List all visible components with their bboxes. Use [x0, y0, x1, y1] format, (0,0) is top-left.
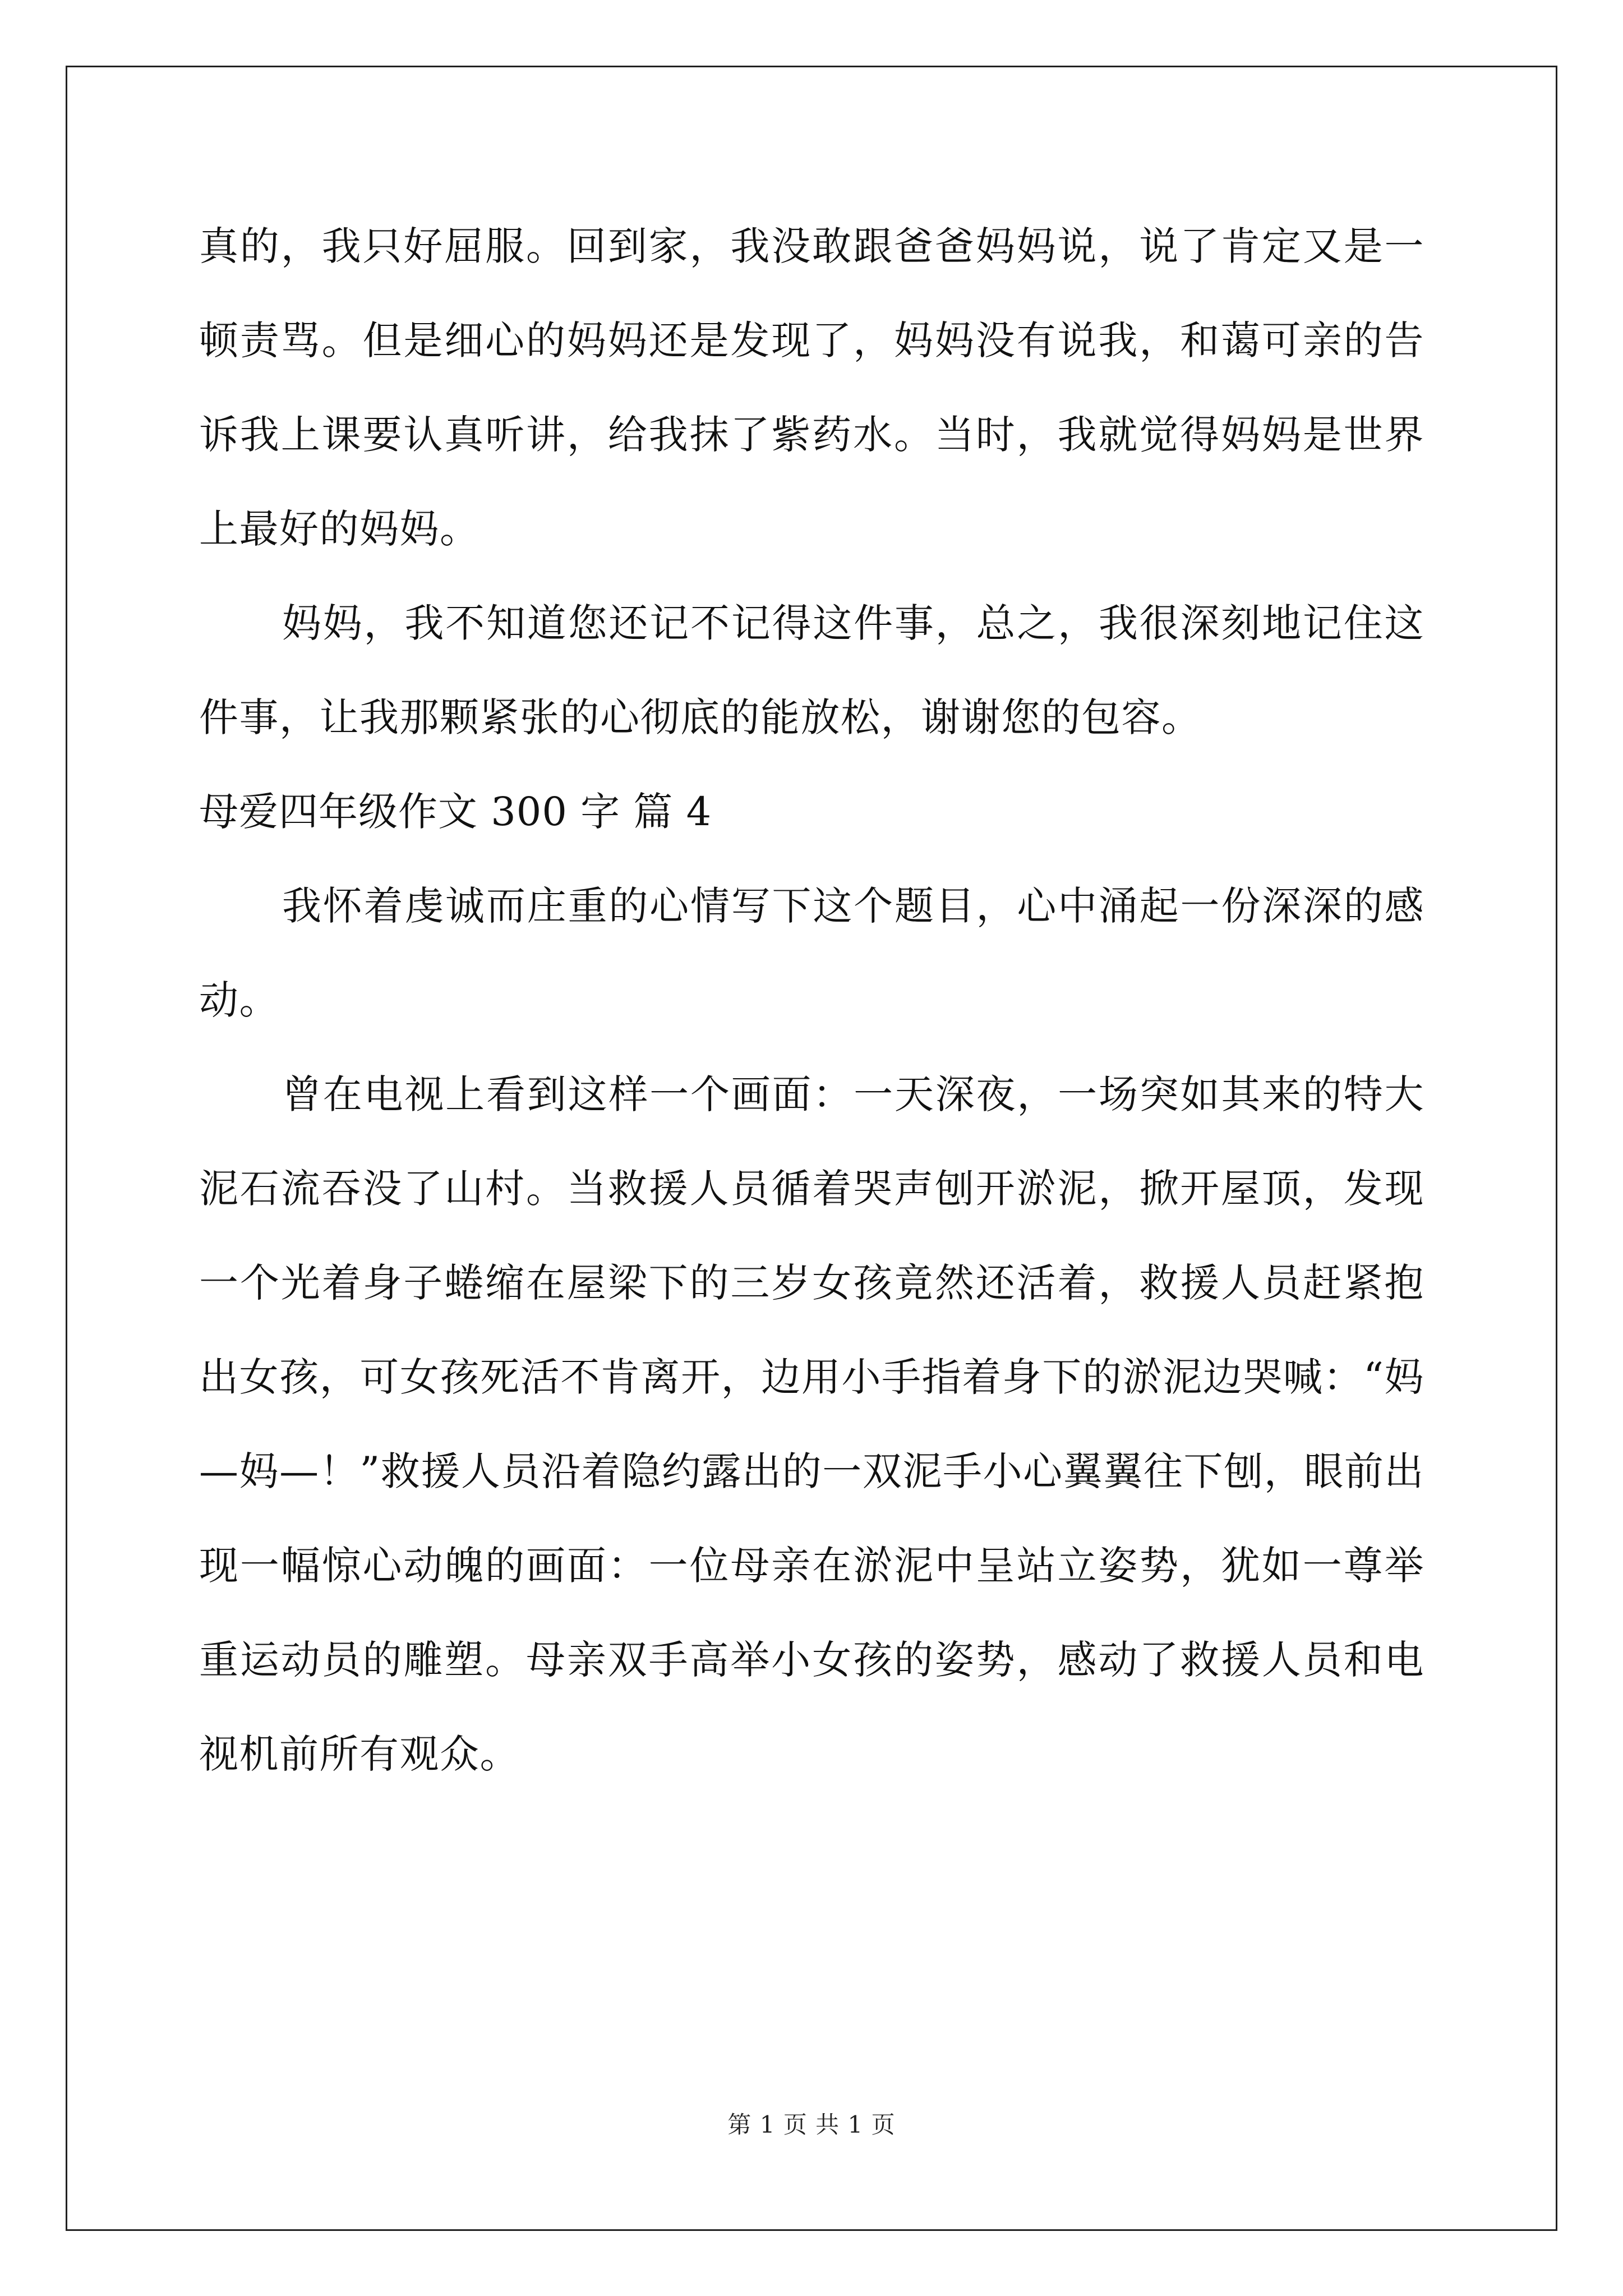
document-body	[199, 199, 1424, 1801]
paragraph-4: 曾在电视上看到这样一个画面：一天深夜，一场突如其来的特大泥石流吞没了山村。当救援人员循着哭声刨开淤泥，掀开屋顶，发现一个光着身子蜷缩在屋梁下的三岁女孩竟然还活着，救援人员赶紧抱出女孩，可女孩死活不肯离开，边用小手指着身下的淤泥边哭喊：“妈—妈—！”救援人员沿着隐约露出的一双泥手小心翼翼往下刨，眼前出现一幅惊心动魄的画面：一位母亲在淤泥中呈站立姿势，犹如一尊举重运动员的雕塑。母亲双手高举小女孩的姿势，感动了救援人员和电视机前所有观众。	[199, 1071, 1424, 1777]
paragraph-1: 真的，我只好屈服。回到家，我没敢跟爸爸妈妈说，说了肯定又是一顿责骂。但是细心的妈妈还是发现了，妈妈没有说我，和蔼可亲的告诉我上课要认真听讲，给我抹了紫药水。当时，我就觉得妈妈是世界上最好的妈妈。	[199, 223, 1424, 552]
paragraph-3: 我怀着虔诚而庄重的心情写下这个题目，心中涌起一份深深的感动。	[199, 883, 1424, 1023]
section-heading: 母爱四年级作文 300 字 篇 4	[199, 789, 712, 835]
page-footer: 第 1 页 共 1 页	[727, 2111, 896, 2138]
paragraph-2: 妈妈，我不知道您还记不记得这件事，总之，我很深刻地记住这件事，让我那颗紧张的心彻底的能放松，谢谢您的包容。	[199, 600, 1424, 740]
